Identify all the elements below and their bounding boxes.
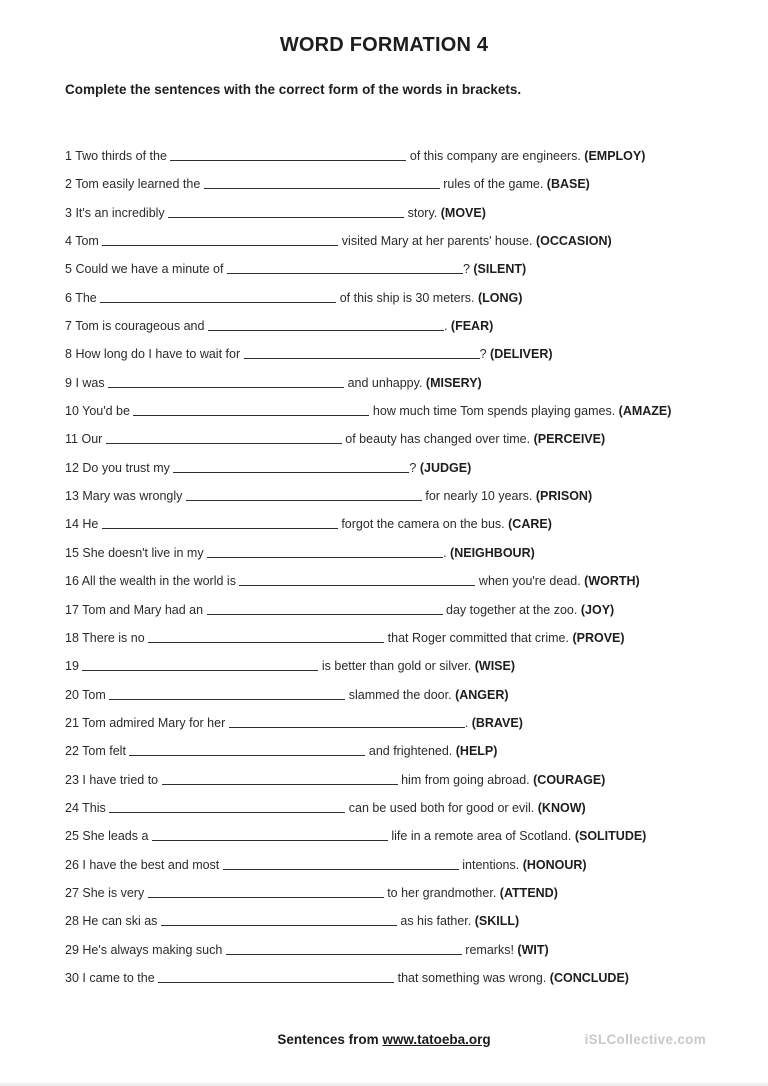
item-text-before: Tom is courageous and xyxy=(75,319,205,334)
answer-blank xyxy=(108,375,344,388)
item-text-after: intentions. xyxy=(458,857,520,872)
word-hint: (PROVE) xyxy=(572,630,625,645)
word-hint: (PERCEIVE) xyxy=(533,432,606,447)
answer-blank xyxy=(244,346,480,359)
page-title: WORD FORMATION 4 xyxy=(279,34,489,56)
word-hint: (HONOUR) xyxy=(522,857,587,872)
instructions-text: Complete the sentences with the correct form of the words in brackets. xyxy=(65,82,522,97)
answer-blank xyxy=(161,913,397,926)
item-number: 14 xyxy=(65,517,79,532)
item-number: 7 xyxy=(65,319,72,334)
item-text-after: ? xyxy=(409,460,417,475)
item-text-after: . xyxy=(443,319,448,334)
item-text-after: as his father. xyxy=(396,914,472,929)
exercise-item xyxy=(65,369,740,397)
word-hint: (NEIGHBOUR) xyxy=(450,545,535,560)
item-number: 11 xyxy=(65,432,78,447)
answer-blank xyxy=(148,885,384,898)
exercise-item xyxy=(65,482,740,510)
answer-blank xyxy=(168,205,404,218)
exercise-list xyxy=(65,142,740,992)
word-hint: (MOVE) xyxy=(440,205,486,220)
item-number: 26 xyxy=(65,857,79,872)
exercise-item xyxy=(65,255,740,283)
word-hint: (PRISON) xyxy=(535,489,593,504)
exercise-item xyxy=(65,624,740,652)
answer-blank xyxy=(109,687,345,700)
item-text-after: is better than gold or silver. xyxy=(318,659,472,674)
answer-blank xyxy=(170,148,406,161)
word-hint: (HELP) xyxy=(455,744,498,759)
exercise-item xyxy=(65,936,740,964)
item-number: 25 xyxy=(65,829,79,844)
answer-blank xyxy=(152,828,388,841)
item-text-before: He xyxy=(82,517,99,532)
item-text-after: that Roger committed that crime. xyxy=(384,630,569,645)
item-text-after: life in a remote area of Scotland. xyxy=(387,829,572,844)
answer-blank xyxy=(109,800,345,813)
word-hint: (EMPLOY) xyxy=(584,149,646,163)
word-hint: (FEAR) xyxy=(450,319,494,334)
item-text-before: Tom easily learned the xyxy=(75,177,201,192)
item-number: 12 xyxy=(65,460,79,475)
footer-credit-text: Sentences from xyxy=(277,1032,379,1047)
item-text-before: Tom xyxy=(75,234,99,249)
item-number: 9 xyxy=(65,375,72,390)
exercise-item xyxy=(65,851,740,879)
answer-blank xyxy=(227,261,463,274)
answer-blank xyxy=(102,233,338,246)
word-hint: (KNOW) xyxy=(537,800,586,815)
item-text-after: rules of the game. xyxy=(439,177,544,192)
item-text-after: ? xyxy=(462,262,470,277)
word-hint: (COURAGE) xyxy=(533,772,606,787)
item-number: 19 xyxy=(65,659,79,674)
item-text-after: and unhappy. xyxy=(344,375,423,390)
answer-blank xyxy=(106,431,342,444)
exercise-item xyxy=(65,737,740,765)
word-hint: (CARE) xyxy=(508,517,552,532)
item-number: 2 xyxy=(65,177,72,192)
word-hint: (SOLITUDE) xyxy=(574,829,647,844)
item-text-after: day together at the zoo. xyxy=(442,602,578,617)
answer-blank xyxy=(229,715,465,728)
answer-blank xyxy=(133,403,369,416)
item-text-before: You'd be xyxy=(82,404,130,419)
item-text-before: Do you trust my xyxy=(82,460,170,475)
item-text-after: that something was wrong. xyxy=(394,970,547,985)
answer-blank xyxy=(204,176,440,189)
word-hint: (WORTH) xyxy=(584,574,640,589)
islcollective-watermark: iSLCollective.com xyxy=(584,1032,706,1047)
item-text-after: when you're dead. xyxy=(475,574,581,589)
item-text-after: . xyxy=(464,715,469,730)
item-text-before: Tom xyxy=(82,687,106,702)
answer-blank xyxy=(173,460,409,473)
item-number: 15 xyxy=(65,545,79,560)
item-number: 23 xyxy=(65,772,79,787)
word-hint: (SKILL) xyxy=(474,914,520,929)
item-text-before: I was xyxy=(75,375,105,390)
word-hint: (ATTEND) xyxy=(499,885,558,900)
item-text-before: I have the best and most xyxy=(82,857,220,872)
item-text-before: How long do I have to wait for xyxy=(75,347,241,362)
item-text-before: It's an incredibly xyxy=(75,205,165,220)
exercise-item xyxy=(65,879,740,907)
exercise-item xyxy=(65,170,740,198)
item-text-before: Our xyxy=(81,432,103,447)
exercise-item xyxy=(65,539,740,567)
item-number: 22 xyxy=(65,744,79,759)
exercise-item xyxy=(65,652,740,680)
exercise-item xyxy=(65,199,740,227)
item-text-before: She leads a xyxy=(82,829,149,844)
source-link[interactable]: www.tatoeba.org xyxy=(382,1032,491,1047)
item-text-after: and frightened. xyxy=(365,744,453,759)
exercise-item xyxy=(65,596,740,624)
item-number: 18 xyxy=(65,630,79,645)
exercise-item xyxy=(65,397,740,425)
item-number: 1 xyxy=(65,149,72,163)
word-hint: (CONCLUDE) xyxy=(549,970,629,985)
item-text-before: All the wealth in the world is xyxy=(81,574,236,589)
answer-blank xyxy=(102,516,338,529)
item-text-before: Tom and Mary had an xyxy=(82,602,204,617)
item-text-before: I have tried to xyxy=(82,772,159,787)
word-hint: (BASE) xyxy=(546,177,590,192)
item-text-after: of beauty has changed over time. xyxy=(341,432,531,447)
exercise-item xyxy=(65,510,740,538)
word-hint: (ANGER) xyxy=(455,687,509,702)
answer-blank xyxy=(158,970,394,983)
answer-blank xyxy=(82,658,318,671)
exercise-item xyxy=(65,822,740,850)
item-number: 24 xyxy=(65,800,79,815)
item-text-before: Tom admired Mary for her xyxy=(82,715,226,730)
item-text-after: slammed the door. xyxy=(345,687,452,702)
word-hint: (LONG) xyxy=(477,290,523,305)
item-number: 21 xyxy=(65,715,79,730)
word-hint: (DELIVER) xyxy=(490,347,553,362)
item-text-after: story. xyxy=(404,205,438,220)
exercise-item xyxy=(65,227,740,255)
answer-blank xyxy=(239,573,475,586)
answer-blank xyxy=(186,488,422,501)
item-text-before: There is no xyxy=(82,630,145,645)
item-text-after: can be used both for good or evil. xyxy=(345,800,535,815)
item-number: 30 xyxy=(65,970,79,985)
answer-blank xyxy=(100,290,336,303)
exercise-item xyxy=(65,142,740,170)
item-number: 17 xyxy=(65,602,79,617)
item-number: 3 xyxy=(65,205,72,220)
word-hint: (MISERY) xyxy=(425,375,482,390)
item-text-after: . xyxy=(443,545,447,560)
answer-blank xyxy=(223,857,459,870)
item-text-after: to her grandmother. xyxy=(383,885,497,900)
item-text-after: remarks! xyxy=(461,942,514,957)
exercise-item xyxy=(65,766,740,794)
item-text-before: The xyxy=(75,290,97,305)
item-text-before: This xyxy=(82,800,106,815)
answer-blank xyxy=(129,743,365,756)
item-text-before: She doesn't live in my xyxy=(82,545,204,560)
item-number: 4 xyxy=(65,234,72,249)
item-text-after: ? xyxy=(479,347,487,362)
item-number: 28 xyxy=(65,914,79,929)
answer-blank xyxy=(207,602,443,615)
answer-blank xyxy=(162,772,398,785)
item-text-before: Two thirds of the xyxy=(75,149,167,163)
answer-blank xyxy=(207,545,443,558)
item-number: 16 xyxy=(65,574,79,589)
item-text-after: for nearly 10 years. xyxy=(421,489,533,504)
item-text-after: of this ship is 30 meters. xyxy=(336,290,475,305)
item-text-after: forgot the camera on the bus. xyxy=(337,517,505,532)
word-hint: (BRAVE) xyxy=(471,715,523,730)
item-text-before: He's always making such xyxy=(82,942,223,957)
word-hint: (JOY) xyxy=(580,602,615,617)
item-number: 29 xyxy=(65,942,79,957)
item-number: 5 xyxy=(65,262,72,277)
item-number: 13 xyxy=(65,489,79,504)
word-hint: (WIT) xyxy=(517,942,549,957)
item-text-before: Could we have a minute of xyxy=(75,262,224,277)
exercise-item xyxy=(65,964,740,992)
answer-blank xyxy=(226,942,462,955)
exercise-item xyxy=(65,312,740,340)
item-number: 6 xyxy=(65,290,72,305)
answer-blank xyxy=(208,318,444,331)
exercise-item xyxy=(65,907,740,935)
answer-blank xyxy=(148,630,384,643)
exercise-item xyxy=(65,454,740,482)
exercise-item xyxy=(65,709,740,737)
exercise-item xyxy=(65,681,740,709)
item-text-after: of this company are engineers. xyxy=(406,149,581,163)
word-hint: (JUDGE) xyxy=(419,460,472,475)
exercise-item xyxy=(65,794,740,822)
item-text-before: He can ski as xyxy=(82,914,158,929)
exercise-item xyxy=(65,340,740,368)
exercise-item xyxy=(65,567,740,595)
item-text-after: visited Mary at her parents' house. xyxy=(338,234,533,249)
word-hint: (WISE) xyxy=(474,659,516,674)
word-hint: (OCCASION) xyxy=(535,234,612,249)
item-text-before: I came to the xyxy=(82,970,155,985)
exercise-item xyxy=(65,425,740,453)
word-hint: (AMAZE) xyxy=(618,404,672,419)
item-text-before: Mary was wrongly xyxy=(82,489,183,504)
word-hint: (SILENT) xyxy=(473,262,527,277)
item-number: 8 xyxy=(65,347,72,362)
exercise-item xyxy=(65,284,740,312)
item-number: 27 xyxy=(65,885,79,900)
item-number: 20 xyxy=(65,687,79,702)
item-text-before: She is very xyxy=(82,885,145,900)
item-text-before: Tom felt xyxy=(82,744,126,759)
item-text-after: how much time Tom spends playing games. xyxy=(369,404,616,419)
item-number: 10 xyxy=(65,404,79,419)
item-text-after: him from going abroad. xyxy=(397,772,530,787)
